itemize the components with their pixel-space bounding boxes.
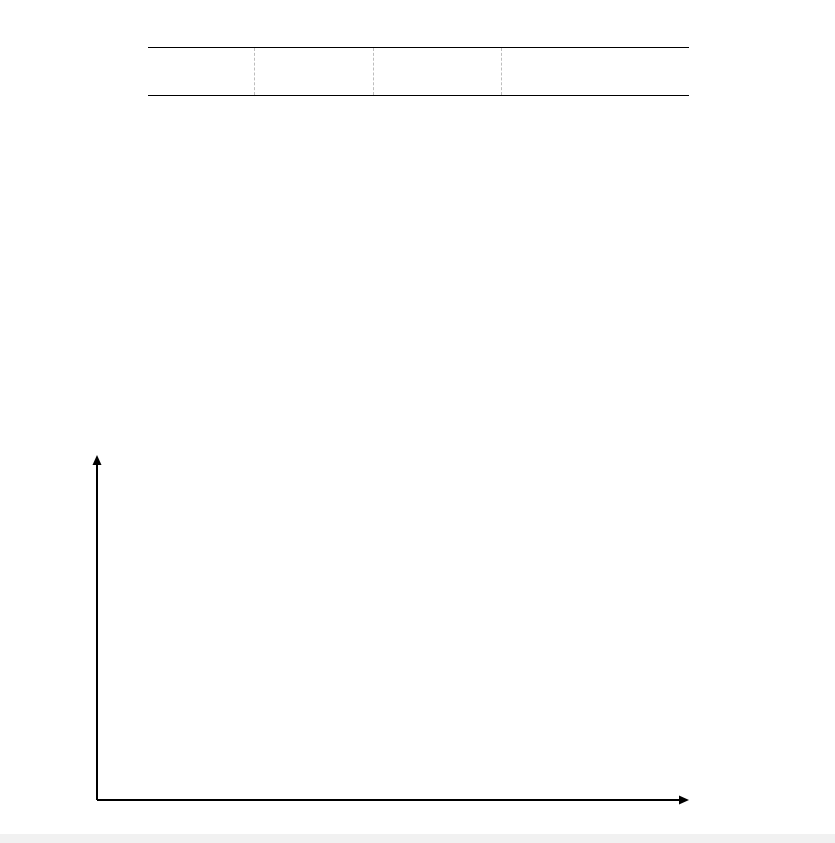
- bottom-strip: [0, 834, 835, 843]
- y-axis-arrow-icon: [93, 455, 102, 465]
- x-axis-arrow-icon: [679, 796, 689, 805]
